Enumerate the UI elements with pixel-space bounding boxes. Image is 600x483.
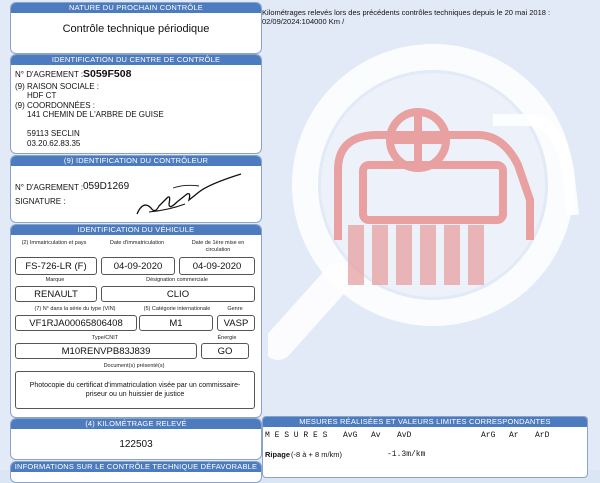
center-raison-value: HDF CT xyxy=(27,91,57,100)
vehicle-cnit-label: Type/CNIT xyxy=(91,335,119,341)
measures-title: M E S U R E S xyxy=(265,431,328,440)
measures-col-avg: AvG xyxy=(343,431,358,440)
measures-panel xyxy=(262,416,588,478)
vehicle-immat-value: FS-726-LR (F) xyxy=(15,257,97,275)
center-phone: 03.20.62.83.35 xyxy=(27,139,81,148)
ripage-value: -1.3m/km xyxy=(387,450,426,459)
vehicle-categorie-label: (5) Catégorie internationale xyxy=(143,306,211,312)
vehicle-energie-label: Énergie xyxy=(217,335,237,341)
vehicle-date-immat-label: Date d'immatriculation xyxy=(109,240,165,246)
vehicle-energie-value: GO xyxy=(201,343,249,359)
vehicle-vin-value: VF1RJA00065806408 xyxy=(15,315,137,331)
vehicle-designation-value: CLIO xyxy=(101,286,255,302)
vehicle-header: IDENTIFICATION DU VÉHICULE xyxy=(11,225,261,235)
vehicle-inspection-watermark xyxy=(268,40,598,380)
vehicle-genre-value: VASP xyxy=(217,315,255,331)
measures-header: MESURES RÉALISÉES ET VALEURS LIMITES CORRESPONDANTES xyxy=(263,417,587,427)
measures-col-ar: Ar xyxy=(509,431,519,440)
vehicle-vin-label: (7) N° dans la série du type (VIN) xyxy=(34,306,116,312)
center-panel xyxy=(10,54,262,154)
next-inspection-panel xyxy=(10,2,262,54)
vehicle-docs-label: Document(s) présenté(s) xyxy=(103,363,165,369)
vehicle-marque-label: Marque xyxy=(45,277,65,283)
center-agrement-value: S059F508 xyxy=(83,68,132,80)
controller-agrement-value: 059D1269 xyxy=(83,181,130,192)
vehicle-date-immat-value: 04-09-2020 xyxy=(101,257,175,275)
controller-agrement-label: N° D'AGREMENT : xyxy=(15,183,84,192)
ripage-range: (-8 à + 8 m/km) xyxy=(291,450,343,459)
measures-col-ard: ArD xyxy=(535,431,550,440)
mileage-history-line1: Kilométrages relevés lors des précédents contrôles techniques depuis le 20 mai 2018 : xyxy=(262,8,551,17)
vehicle-marque-value: RENAULT xyxy=(15,286,97,302)
vehicle-immat-label: (2) Immatriculation et pays xyxy=(21,240,87,246)
vehicle-designation-label: Désignation commerciale xyxy=(146,277,208,283)
unfavorable-header: INFORMATIONS SUR LE CONTRÔLE TECHNIQUE DÉFAVORABLE xyxy=(11,462,261,472)
center-address: 141 CHEMIN DE L'ARBRE DE GUISE xyxy=(27,110,164,119)
vehicle-cnit-value: M10RENVPB83J839 xyxy=(15,343,197,359)
vehicle-date-circ-label: Date de 1ère mise en circulation xyxy=(191,240,245,253)
center-header: IDENTIFICATION DU CENTRE DE CONTRÔLE xyxy=(11,55,261,65)
controller-panel xyxy=(10,155,262,223)
controller-signature-label: SIGNATURE : xyxy=(15,197,66,206)
mileage-history xyxy=(262,8,592,26)
vehicle-date-circ-value: 04-09-2020 xyxy=(179,257,255,275)
unfavorable-panel xyxy=(10,461,262,483)
vehicle-panel xyxy=(10,224,262,418)
center-city: 59113 SECLIN xyxy=(27,129,80,138)
vehicle-genre-label: Genre xyxy=(227,306,243,312)
mileage-panel xyxy=(10,418,262,460)
controller-signature xyxy=(129,170,249,220)
next-inspection-value: Contrôle technique périodique xyxy=(62,23,210,35)
mileage-value: 122503 xyxy=(119,439,153,450)
measures-col-arg: ArG xyxy=(481,431,496,440)
center-agrement-label: N° D'AGREMENT : xyxy=(15,70,84,79)
mileage-history-line2: 02/09/2024:104000 Km / xyxy=(262,17,345,26)
vehicle-categorie-value: M1 xyxy=(139,315,213,331)
mileage-header: (4) KILOMÉTRAGE RELEVÉ xyxy=(11,419,261,429)
center-coord-label: (9) COORDONNÉES : xyxy=(15,101,96,110)
next-inspection-header: NATURE DU PROCHAIN CONTRÔLE xyxy=(11,3,261,13)
ripage-label: Ripage xyxy=(265,450,291,459)
measures-col-avd: AvD xyxy=(397,431,412,440)
controller-header: (9) IDENTIFICATION DU CONTRÔLEUR xyxy=(11,156,261,166)
center-raison-label: (9) RAISON SOCIALE : xyxy=(15,82,100,91)
vehicle-docs-value: Photocopie du certificat d'immatriculation visée par un commissaire-priseur ou un huissier de justice xyxy=(15,371,255,409)
measures-col-av: Av xyxy=(371,431,381,440)
